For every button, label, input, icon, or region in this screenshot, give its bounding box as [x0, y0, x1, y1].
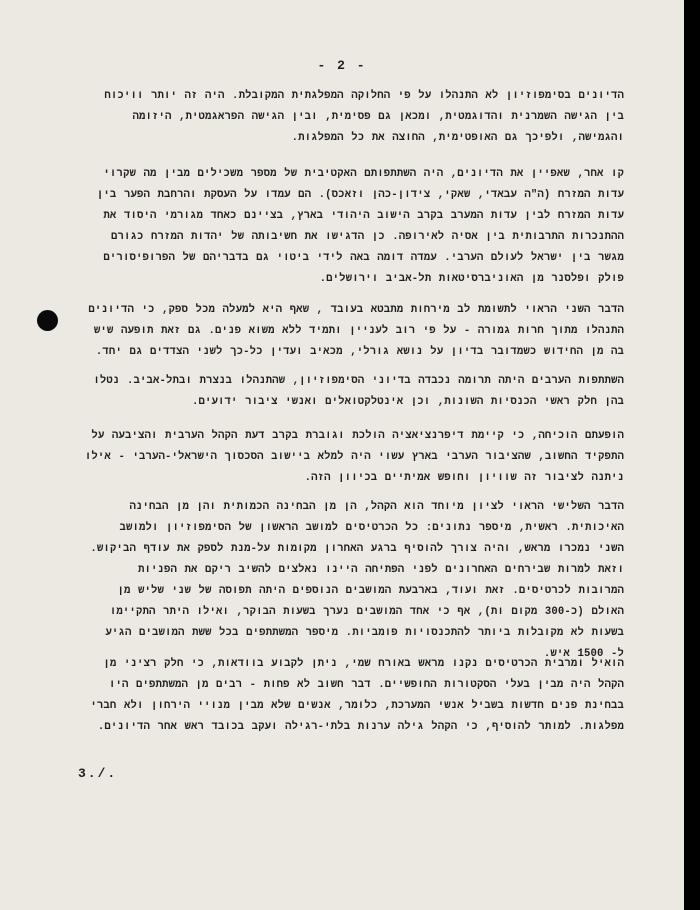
text-line: השני נמכרו מראש, והיה צורך להוסיף ברגע האחרון מקומות על-מנת לספק את עודף הביקוש.: [90, 543, 624, 555]
text-line: הופעתם הוכיחה, כי קיימת דיפרנציאציה הולכת וגוברת בקרב דעת הקהל הערבית והציבעה על: [91, 430, 624, 442]
paragraph-4: [78, 371, 624, 413]
text-line: ניתנה לציבור זה שוויון וחופש אמיתיים בכיוון הזה.: [304, 472, 624, 484]
text-line: בשעות לא מקובלות ביותר להתכנסויות פומביות. מיספר המשתתפים בכל ששת המושבים הגיע: [105, 627, 624, 639]
text-line: הדבר השלישי הראוי לציון מיוחד הוא הקהל, הן מן הבחינה הכמותית והן מן הבחינה: [129, 501, 624, 513]
text-line: קו אחר, שאפיין את הדיונים, היה השתתפותם האקטיבית של מספר משכילים מבין מה שקרוי: [103, 168, 624, 180]
text-line: עדות המזרח (ה"ה עבאדי, שאקי, צידון-כהן וזאכס). הם עמדו על העסקת והרחבת הפער בין: [96, 189, 624, 201]
text-line: מגשר בין ישראל לעולם הערבי. עמדה דומה באה לידי ביטוי גם בדבריהם של הפרופיסורים: [103, 252, 624, 264]
text-line: התפקיד החשוב, שהציבור הערבי בארץ עשוי היה למלא ביישוב הסכסוך הישראלי-הערבי - אילו: [84, 451, 624, 463]
paragraph-6: [78, 497, 624, 665]
paragraph-1: [78, 86, 624, 149]
text-line: הואיל ומרבית הכרטיסים נקנו מראש באורח שמי, ניתן לקבוע בוודאות, כי חלק רציני מן: [103, 658, 624, 670]
paragraph-3: [78, 300, 624, 363]
text-line: האיכותית. ראשית, מיספר נתונים: כל הכרטיסים למושב הראשון של הסימפוזיון ולמושב: [119, 522, 624, 534]
text-line: המרובות לכרטיסים. זאת ועוד, בארבעת המושבים הנוספים היתה תפוסה של שני שליש מן: [117, 585, 624, 597]
text-line: עדות המזרח לבין עדות המערב בקרב הישוב היהודי בארץ, בציינם כאחד מגורמי היסוד את: [103, 210, 624, 222]
text-line: בבחינת פנים חדשות בשביל אנשי המערכת, כלומר, אנשים שלא מבין מנויי הירחון ולא חברי: [90, 700, 624, 712]
paragraph-5: [78, 426, 624, 489]
text-line: הקהל היה מבין בעלי הסקטורות החופשיים. דבר חשוב לא פחות - רבים מן המשתתפים היו: [108, 679, 624, 691]
text-line: הדבר השני הראוי לתשומת לב מירחות מתבטא בעובד , שאף היא למעלה מכל ספק, כי הדיונים: [88, 304, 624, 316]
text-line: האולם (כ-300 מקום ות), אף כי אחד המושבים נערך בשעות הבוקר, ואילו היתר התקיימו: [109, 606, 624, 618]
text-line: בהן חלק ראשי הכנסיות השונות, וכן אינטלקטואלים ואנשי ציבור ידועים.: [192, 396, 624, 408]
text-line: בה מן החידוש כשמדובר בדיון על נושא גורלי, מכאיב ועדין כל-כך לשני הצדדים גם יחד.: [95, 346, 624, 358]
text-line: ההתנכרות התרבותית בין אסיה לאירופה. כן הדגישו את חשיבותה של יהדות המזרח כגורם: [110, 231, 624, 243]
text-line: וזאת למרות שבירחים האחרונים לפני הפתיחה היינו נאלצים להשיב ריקם את הפניות: [137, 564, 624, 576]
text-line: התנהלו מתוך חרות גמורה - על פי רוב לעניין ותמיד ללא משוא פנים. גם זאת תופעה שיש: [93, 325, 624, 337]
text-line: והגמישה, ולפיכך גם האופטימית, החוצה את כל המפלגות.: [291, 132, 624, 144]
text-line: ל- 1500 איש.: [543, 648, 624, 660]
paragraph-2: [78, 164, 624, 290]
continuation-marker: 3./.: [78, 766, 118, 781]
text-line: השתתפות הערבים היתה תרומה נכבדה בדיוני הסימפוזיון, שהתנהלו בנצרת ובתל-אביב. נטלו: [93, 375, 624, 387]
text-line: הדיונים בסימפוזיון לא התנהלו על פי החלוקה המפלגתית המקובלת. היה זה יותר וויכוח: [104, 90, 624, 102]
text-line: מפלגות. למותר להוסיף, כי הקהל גילה ערנות בלתי-רגילה ועקב בכובד ראש אחר הדיונים.: [97, 721, 624, 733]
punch-hole: [37, 310, 58, 331]
text-line: בין הגישה השמרנית והדוגמטית, ומכאן גם פסימית, ובין הגישה הפראגמטית, היזומה: [132, 111, 624, 123]
text-line: פולק ופלסנר מן האוניברסיטאות תל-אביב וירושלים.: [319, 273, 624, 285]
paragraph-7: [78, 654, 624, 738]
page-number: - 2 -: [317, 58, 367, 73]
